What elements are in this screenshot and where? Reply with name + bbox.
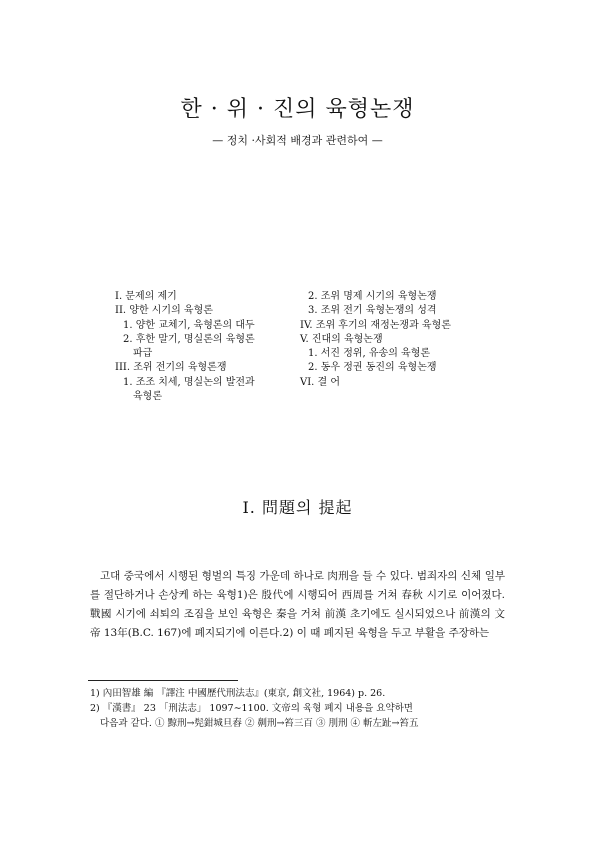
toc-item: V. 진대의 육형논쟁 bbox=[300, 333, 383, 345]
footnote-1: 1) 內田智雄 編 『譯注 中國歷代刑法志』(東京, 創文社, 1964) p. 26. bbox=[90, 688, 386, 699]
toc-left-column bbox=[115, 290, 300, 404]
toc-item: 3. 조위 전기 육형논쟁의 성격 bbox=[308, 305, 437, 317]
footnote-2: 2) 『漢書』 23 「刑法志」 1097∼1100. 文帝의 육형 폐지 내용을 요약하면 bbox=[90, 703, 413, 714]
toc-right-column bbox=[300, 290, 500, 390]
toc-item: VI. 결 어 bbox=[300, 376, 341, 388]
toc-item: 2. 조위 명제 시기의 육형논쟁 bbox=[308, 291, 437, 302]
paper-subtitle: — 정치 ·사회적 배경과 관련하여 — bbox=[212, 134, 383, 147]
toc-item: 2. 동우 정권 동진의 육형논쟁 bbox=[308, 362, 437, 374]
toc-item: 2. 후한 말기, 명실론의 육형론 bbox=[123, 333, 255, 345]
toc-item: III. 조위 전기의 육형론쟁 bbox=[115, 362, 227, 374]
paper-title: 한 · 위 · 진의 육형논쟁 bbox=[180, 97, 415, 122]
toc-item: 육형론 bbox=[133, 391, 162, 403]
toc-item: 파급 bbox=[133, 348, 153, 360]
footnote-divider bbox=[88, 680, 238, 681]
toc-item: I. 문제의 제기 bbox=[115, 291, 177, 302]
body-paragraph: 고대 중국에서 시행된 형벌의 특징 가운데 하나로 肉刑을 들 수 있다. 범죄자의 신체 일부를 절단하거나 손상케 하는 육형1)은 殷代에 시행되어 西周를 거쳐 春秋 시기로 이어졌다. 戰國 시기에 쇠퇴의 조짐을 보인 육형은 秦을 거쳐 前漢 초기에도 실시되었으나 前漢의 文帝 13年(B.C. 167)에 폐지되기에 이른다.2) 이 때 폐지된 육형을 두고 부활을 주장하는 bbox=[90, 570, 505, 639]
footnotes bbox=[90, 686, 510, 731]
toc-item: 1. 서진 정위, 유송의 육형론 bbox=[308, 348, 431, 360]
toc-item: 1. 조조 치세, 명실논의 발전과 bbox=[123, 376, 255, 388]
toc-item: 1. 양한 교체기, 육형론의 대두 bbox=[123, 319, 255, 331]
toc-item: II. 양한 시기의 육형론 bbox=[115, 305, 213, 317]
section-heading: I. 問題의 提起 bbox=[242, 498, 353, 517]
toc-item: IV. 조위 후기의 재정논쟁과 육형론 bbox=[300, 319, 451, 331]
footnote-2-continuation: 다음과 같다. ① 黥刑→髡鉗城旦舂 ② 劓刑→笞三百 ③ 刖刑 ④ 斬左趾→笞五 bbox=[100, 718, 419, 729]
